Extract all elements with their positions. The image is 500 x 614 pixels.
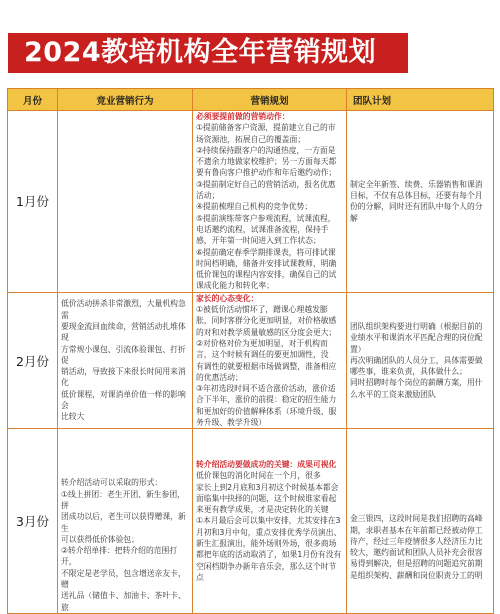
team-line: 金三银四，这段时间是我们招聘的高峰 [350, 514, 483, 524]
team-line: 易得到解决，但是招聘的问题追究前期 [350, 559, 483, 569]
competition-line: 要现金流回血续命，营销活动扎堆体现 [61, 321, 186, 343]
marketing-heading: 家长的心态变化： [196, 293, 259, 303]
marketing-line: ⑥提前确定春季学期排课表，将可排试课 [196, 247, 336, 257]
team-line: 同时招聘时每个岗位的薪酬方案，用什 [350, 378, 483, 388]
team-line: 是组织架构、薪酬和岗位职责分工的明 [350, 570, 483, 580]
team-cell [347, 292, 494, 429]
competition-line: 方常规小课包、引流体验课包、打折促 [61, 344, 186, 365]
marketing-line: ①本月最后会可以集中安排，尤其安排在3 [196, 516, 341, 526]
marketing-line: ④提前梳理自己机构的竞争优势； [196, 202, 313, 212]
header-marketing: 营销规划 [193, 89, 347, 111]
marketing-line: 言，这个时候有调任的要更加调性，没 [196, 350, 329, 360]
marketing-line: 都把年底的活动取消了，如果1月份有没有 [196, 550, 342, 560]
marketing-line: 和更加好的价值解释体系（环境升级、服 [196, 406, 337, 416]
marketing-line: 活动； [196, 191, 220, 201]
competition-line: 团成功以后，老生可以获得赠课，新生 [61, 512, 186, 533]
team-line: 较大，邀约面试和团队人员补充会很容 [350, 548, 483, 558]
cell-spacer [350, 461, 490, 513]
competition-line: 转介绍活动可以采取的形式： [61, 478, 163, 488]
marketing-line: 胀，同时客群分化更加明显，对价格敏感 [196, 316, 337, 326]
marketing-line: ③年初选段时间不适合涨价活动，涨价适 [196, 384, 336, 394]
competition-cell [58, 429, 193, 614]
competition-line: 低价活动拼杀非常激烈，大量机构急需 [61, 299, 186, 320]
cell-spacer [61, 429, 189, 477]
competition-cell [58, 292, 193, 429]
header-competition: 竞业营销行为 [58, 89, 193, 111]
team-line: 哪些事，谁来负责，具体做什么； [350, 367, 467, 377]
competition-line: 不限定是老学员，包含增送亲友卡，赠 [61, 568, 186, 589]
team-cell [347, 111, 494, 293]
team-line: 业绩水平和课消水平匹配合理的岗位配 [350, 333, 483, 343]
team-line: 置） [350, 344, 366, 354]
marketing-line: ②对价格对价为更加明显，对于机构而 [196, 338, 328, 348]
team-line: 制定全年新签、续费、乐器销售和课消 [350, 179, 483, 189]
marketing-line: 面临集中抉择的问题，这个时候谁家看起 [196, 493, 337, 503]
marketing-line: 空闲档期争办新年音乐会，那么这个时节点 [196, 561, 337, 582]
month-cell: 3月份 [8, 429, 58, 614]
marketing-line: ⑤提前演练带客户参观流程，试课流程， [196, 213, 336, 223]
marketing-line: ③提前制定好自己的营销活动，报名优惠 [196, 179, 336, 189]
header-team: 团队计划 [347, 89, 494, 111]
marketing-line: ②持续保持跟客户的沟通热度，一方面是 [196, 145, 336, 155]
marketing-line: 月初和3月中旬，重点安排优秀学员演出、 [196, 527, 342, 537]
table-row [8, 429, 494, 614]
marketing-cell [193, 292, 347, 429]
marketing-line: 不遗余力地做家校维护；另一方面每天都 [196, 157, 337, 167]
marketing-heading: 必须要提前做的营销动作： [196, 112, 290, 121]
marketing-line: 电话邀约流程，试课准备流程，保持手 [196, 224, 329, 234]
marketing-line: ①被低价活动惯坏了，蹭课心理越发膨 [196, 305, 328, 315]
competition-line: 销活动，导致接下来很长时间用来消化 [61, 367, 186, 388]
marketing-line: 务升级、教学升级） [196, 418, 267, 428]
marketing-line: 课成化能力和转化率； [196, 281, 274, 291]
page-title: 2024教培机构全年营销规划 [24, 37, 377, 68]
competition-line: ①线上拼团：老生开团、新生参团，拼 [61, 489, 185, 510]
team-line: 待产，经过三年疫情很多人经济压力比 [350, 536, 483, 546]
month-cell: 1月份 [8, 111, 58, 293]
table-header-row [8, 89, 494, 111]
table-row [8, 292, 494, 429]
competition-cell [58, 111, 193, 293]
competition-line: 送礼品（储值卡、加油卡、茶叶卡、旅 [61, 591, 186, 612]
marketing-line: 时间档明确，储备并安排试课教师，明确 [196, 258, 337, 268]
title-bar [0, 0, 500, 90]
marketing-line: 要有鲁向客户推护动作和年后邀约动作； [196, 168, 337, 178]
competition-line: 低价课程，对课消单价值一样的影响会 [61, 389, 186, 411]
team-line: 团队组织架构要进行明确（根据目前的 [350, 321, 483, 331]
marketing-heading: 转介绍活动要做成功的关键：成果可视化 [196, 459, 337, 469]
marketing-line: 低价课包的消化时间在一个月，很多 [196, 471, 321, 481]
marketing-line: 的对和对教学质量敏感的区分度会更大； [196, 327, 337, 337]
marketing-line: 来更有教学成果，才是决定转化的关键 [196, 505, 329, 515]
marketing-line: 感，开年第一时间进入到工作状态； [196, 236, 321, 246]
marketing-line: 的优惠活动； [196, 372, 243, 382]
competition-line: 可以获得低价体验包； [61, 534, 139, 544]
team-line: 么水平的工资来激励团队 [350, 389, 436, 399]
table-row [8, 111, 494, 293]
team-line: 目标，不仅有总体目标，还要有每个月 [350, 191, 483, 201]
team-line: 再次明确团队的人员分工，具体需要做 [350, 355, 483, 365]
marketing-line: 家长上到2月底和3月初这个时候基本都会 [196, 482, 339, 492]
marketing-cell [193, 429, 347, 614]
month-cell: 2月份 [8, 292, 58, 429]
team-line: 份的分解，同时还有团队中每个人的分 [350, 202, 483, 212]
competition-line: 比较大 [61, 412, 85, 422]
marketing-line: 低价课包的课程内容安排，确保自己的试 [196, 270, 337, 280]
marketing-line: 合下半年，涨价的前提：稳定的招生能力 [196, 395, 337, 405]
marketing-line: 新生汇报演出，能外场则外场，很多商场 [196, 539, 337, 549]
header-month: 月份 [8, 89, 58, 111]
marketing-line: 场资源池，拓展自己的覆盖面； [196, 134, 306, 144]
team-cell [347, 429, 494, 614]
competition-line: ②转介绍单排：把转介绍的范围打开， [61, 546, 178, 567]
marketing-cell [193, 111, 347, 293]
plan-table [7, 88, 494, 614]
team-line: 期，求职者基本在年前都已经被动停工 [350, 525, 483, 535]
team-line: 解 [350, 213, 358, 223]
marketing-line: 有调性的就要根据市场做调整，准备相应 [196, 361, 337, 371]
marketing-line: ①提前储备客户资源，提前建立自己的市 [196, 123, 336, 133]
